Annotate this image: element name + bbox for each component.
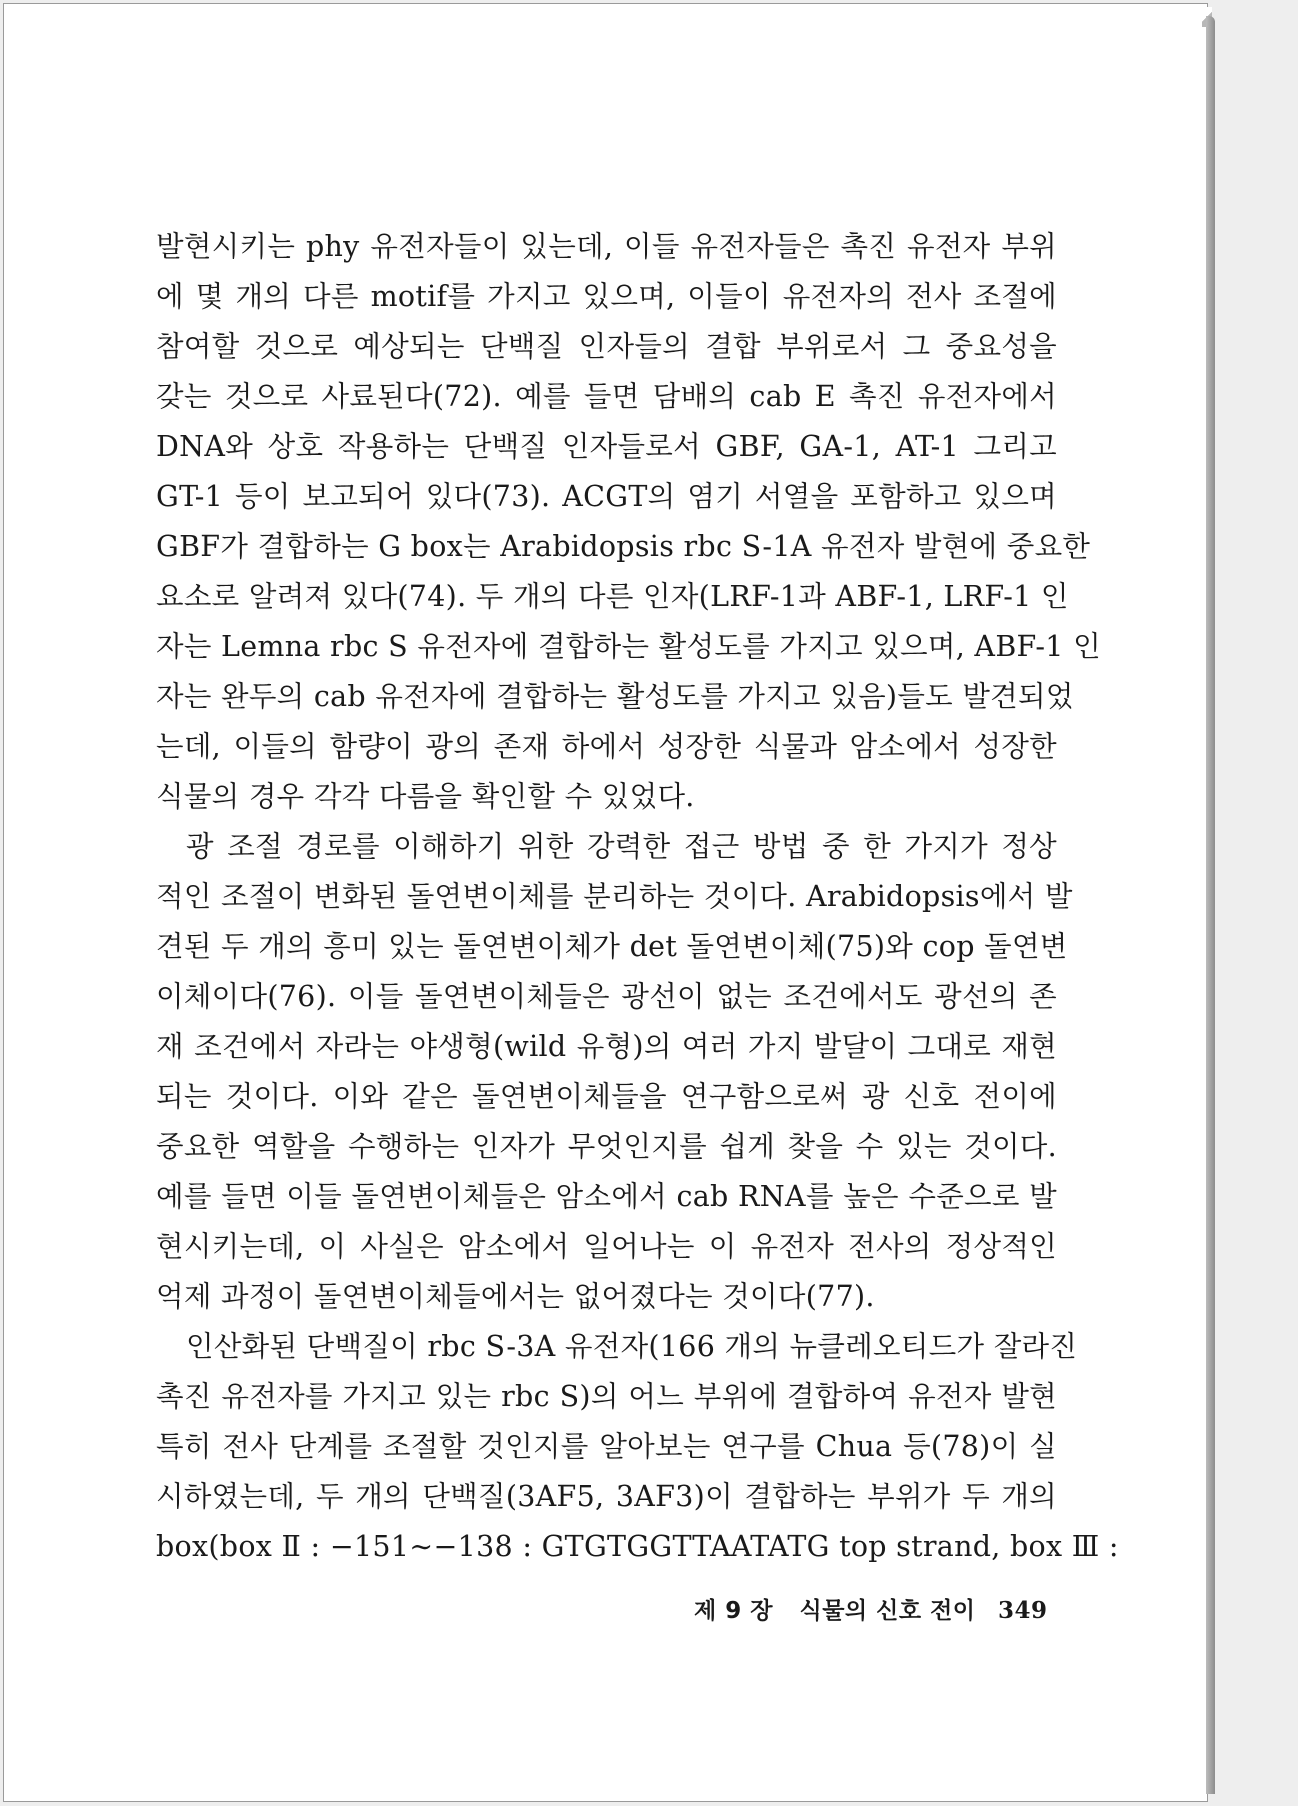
text-line-19: 중요한 역할을 수행하는 인자가 무엇인지를 쉽게 찾을 수 있는 것이다. bbox=[156, 1130, 1057, 1163]
text-line-3: 참여할 것으로 예상되는 단백질 인자들의 결합 부위로서 그 중요성을 bbox=[156, 330, 1057, 363]
text-line-25: 특히 전사 단계를 조절할 것인지를 알아보는 연구를 Chua 등(78)이 실 bbox=[156, 1430, 1057, 1463]
book-page bbox=[3, 3, 1208, 1802]
text-line-26: 시하였는데, 두 개의 단백질(3AF5, 3AF3)이 결합하는 부위가 두 개의 bbox=[156, 1480, 1057, 1513]
running-footer bbox=[694, 1592, 1048, 1625]
text-line-9: 자는 Lemna rbc S 유전자에 결합하는 활성도를 가지고 있으며, ABF-1 인 bbox=[156, 630, 1101, 663]
text-line-7: GBF가 결합하는 G box는 Arabidopsis rbc S-1A 유전자 발현에 중요한 bbox=[156, 530, 1091, 563]
page-number: 349 bbox=[998, 1597, 1048, 1624]
text-line-23: 인산화된 단백질이 rbc S-3A 유전자(166 개의 뉴클레오티드가 잘라진 bbox=[186, 1330, 1078, 1363]
body-text bbox=[156, 222, 1119, 1572]
text-line-12: 식물의 경우 각각 다름을 확인할 수 있었다. bbox=[156, 780, 695, 813]
text-line-10: 자는 완두의 cab 유전자에 결합하는 활성도를 가지고 있음)들도 발견되었 bbox=[156, 680, 1074, 713]
page-stack-edge bbox=[1206, 16, 1215, 1794]
text-line-20: 예를 들면 이들 돌연변이체들은 암소에서 cab RNA를 높은 수준으로 발 bbox=[156, 1180, 1057, 1213]
text-line-15: 견된 두 개의 흥미 있는 돌연변이체가 det 돌연변이체(75)와 cop 돌연변 bbox=[156, 930, 1068, 963]
text-line-16: 이체이다(76). 이들 돌연변이체들은 광선이 없는 조건에서도 광선의 존 bbox=[156, 980, 1057, 1013]
text-line-1: 발현시키는 phy 유전자들이 있는데, 이들 유전자들은 촉진 유전자 부위 bbox=[156, 230, 1057, 263]
chapter-label: 제 9 장 bbox=[694, 1598, 773, 1624]
text-line-22: 억제 과정이 돌연변이체들에서는 없어졌다는 것이다(77). bbox=[156, 1280, 875, 1313]
text-line-27: box(box Ⅱ : −151∼−138 : GTGTGGTTAATATG top strand, box Ⅲ : bbox=[156, 1530, 1119, 1563]
text-line-24: 촉진 유전자를 가지고 있는 rbc S)의 어느 부위에 결합하여 유전자 발현 bbox=[156, 1380, 1057, 1413]
text-line-6: GT-1 등이 보고되어 있다(73). ACGT의 염기 서열을 포함하고 있으며 bbox=[156, 480, 1057, 513]
text-line-17: 재 조건에서 자라는 야생형(wild 유형)의 여러 가지 발달이 그대로 재현 bbox=[156, 1030, 1057, 1063]
text-line-11: 는데, 이들의 함량이 광의 존재 하에서 성장한 식물과 암소에서 성장한 bbox=[156, 730, 1057, 763]
text-line-4: 갖는 것으로 사료된다(72). 예를 들면 담배의 cab E 촉진 유전자에서 bbox=[156, 380, 1057, 413]
text-line-2: 에 몇 개의 다른 motif를 가지고 있으며, 이들이 유전자의 전사 조절에 bbox=[156, 280, 1057, 313]
text-line-8: 요소로 알려져 있다(74). 두 개의 다른 인자(LRF-1과 ABF-1, LRF-1 인 bbox=[156, 580, 1069, 613]
text-line-13: 광 조절 경로를 이해하기 위한 강력한 접근 방법 중 한 가지가 정상 bbox=[186, 830, 1057, 863]
chapter-title: 식물의 신호 전이 bbox=[799, 1598, 976, 1624]
text-line-21: 현시키는데, 이 사실은 암소에서 일어나는 이 유전자 전사의 정상적인 bbox=[156, 1230, 1057, 1263]
text-line-14: 적인 조절이 변화된 돌연변이체를 분리하는 것이다. Arabidopsis에서 발 bbox=[156, 880, 1073, 913]
text-line-5: DNA와 상호 작용하는 단백질 인자들로서 GBF, GA-1, AT-1 그리고 bbox=[156, 430, 1057, 463]
text-line-18: 되는 것이다. 이와 같은 돌연변이체들을 연구함으로써 광 신호 전이에 bbox=[156, 1080, 1057, 1113]
